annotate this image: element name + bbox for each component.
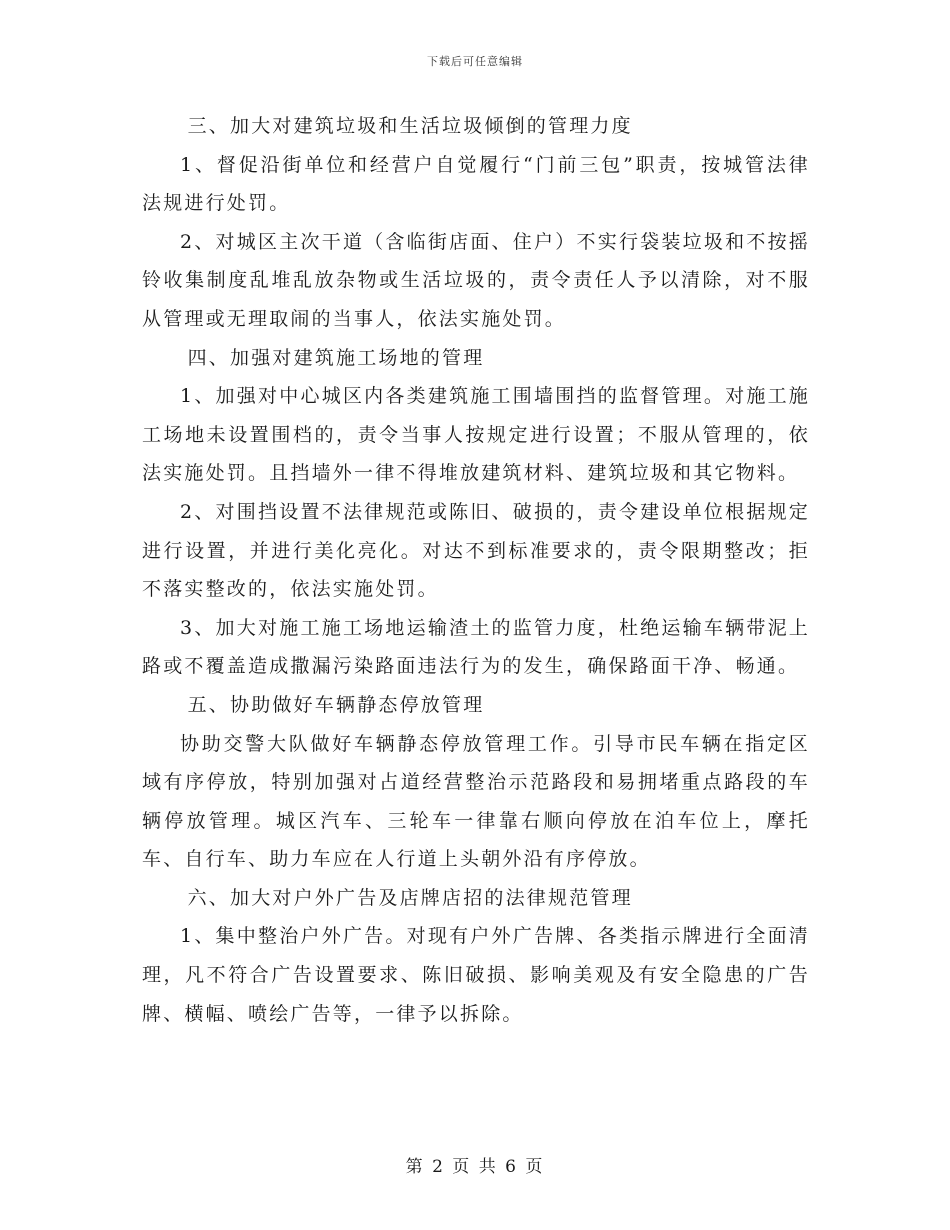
section-heading-3: 三、加大对建筑垃圾和生活垃圾倾倒的管理力度 [187,115,633,137]
page-header: 下载后可任意编辑 [427,55,523,68]
body-paragraph: 协助交警大队做好车辆静态停放管理工作。引导市民车辆在指定区域有序停放，特别加强对占道经营整治示范路段和易拥堵重点路段的车辆停放管理。城区汽车、三轮车一律靠右顺向停放在泊车位上，摩托车、自行车、助力车应在人行道上头朝外沿有序停放。 [142,732,810,871]
body-paragraph: 3、加大对施工施工场地运输渣土的监管力度，杜绝运输车辆带泥上路或不覆盖造成撒漏污染路面违法行为的发生，确保路面干净、畅通。 [142,616,810,678]
body-paragraph: 1、督促沿街单位和经营户自觉履行“门前三包”职责，按城管法律法规进行处罚。 [142,153,810,215]
body-paragraph: 1、集中整治户外广告。对现有户外广告牌、各类指示牌进行全面清理，凡不符合广告设置要求、陈旧破损、影响美观及有安全隐患的广告牌、横幅、喷绘广告等，一律予以拆除。 [142,925,810,1025]
section-heading-4: 四、加强对建筑施工场地的管理 [187,346,485,369]
section-heading-5: 五、协助做好车辆静态停放管理 [187,693,485,716]
page-number: 第 2 页 共 6 页 [405,1157,545,1177]
body-paragraph: 2、对城区主次干道（含临街店面、住户）不实行袋装垃圾和不按摇铃收集制度乱堆乱放杂物或生活垃圾的，责令责任人予以清除，对不服从管理或无理取闹的当事人，依法实施处罚。 [142,230,810,330]
section-heading-6: 六、加大对户外广告及店牌店招的法律规范管理 [187,886,633,909]
body-paragraph: 2、对围挡设置不法律规范或陈旧、破损的，责令建设单位根据规定进行设置，并进行美化亮化。对达不到标准要求的，责令限期整改；拒不落实整改的，依法实施处罚。 [142,500,810,601]
document-body [142,107,810,1033]
body-paragraph: 1、加强对中心城区内各类建筑施工围墙围挡的监督管理。对施工施工场地未设置围档的，责令当事人按规定进行设置；不服从管理的，依法实施处罚。且挡墙外一律不得堆放建筑材料、建筑垃圾和其它物料。 [142,385,810,485]
